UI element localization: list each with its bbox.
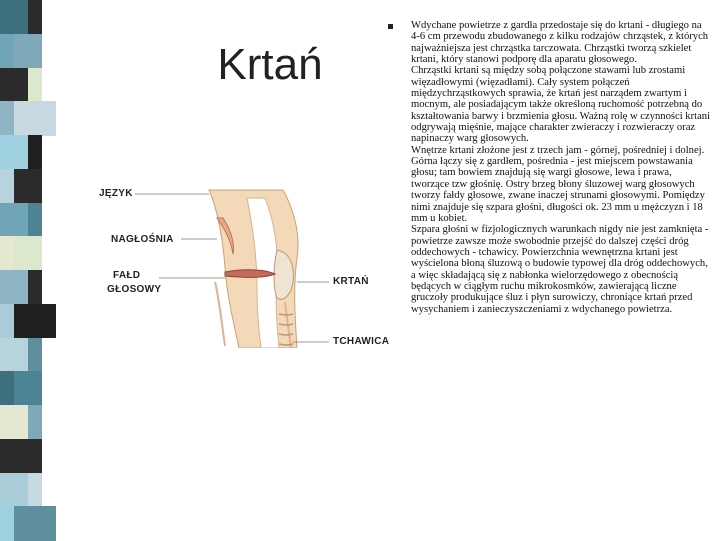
slide-title: Krtań [217,40,323,89]
stripe-block [0,439,14,473]
stripe-block [0,236,14,270]
stripe-block [28,473,42,507]
stripe-block [28,135,42,169]
stripe-block [0,169,14,203]
stripe-block [14,236,42,270]
stripe-block [0,68,28,102]
decorative-stripe [0,0,42,540]
label-larynx: KRTAŃ [333,276,369,287]
label-trachea: TCHAWICA [333,336,390,347]
stripe-block [14,439,42,473]
label-vocal-fold-2: GŁOSOWY [107,284,162,295]
stripe-block [28,270,42,304]
stripe-block [0,34,14,68]
larynx-drawing [97,178,393,348]
stripe-block [14,101,56,135]
stripe-block [0,506,14,540]
bullet-square-icon [388,24,393,29]
body-text [411,20,711,315]
stripe-block [28,0,42,34]
stripe-block [0,473,28,507]
stripe-block [28,203,42,237]
paragraph-4: Szpara głośni w fizjologicznych warunkach nigdy nie jest zamknięta - powietrze zawsze może swobodnie przejść do dalszej części dróg oddechowych - tchawicy. Powierzchnia wewnętrzna krtani jest wyścielona błoną śluzową o budowie typowej dla dróg oddechowych, a więc składającą się z nabłonka wielorzędowego z obecnością będących w ciągłym ruchu mikrokosmków, zawierającą liczne gruczoły produkujące śluz i płyn surowiczy, chroniące krtań przed wysychaniem i zanieczyszczeniami z wdychanego powietrza. [411,224,709,315]
stripe-block [28,405,42,439]
paragraph-1: Wdychane powietrze z gardła przedostaje się do krtani - długiego na 4-6 cm przewodu zbudowanego z kilku rodzajów chrząstek, z których najważniejsza jest chrząstka tarczowata. Chrząstki tworzą szkielet krtani, który stanowi podporę dla aparatu głosowego. [411,20,709,66]
paragraph-2: Chrząstki krtani są między sobą połączone stawami lub zrostami więzadłowymi (więzadłami). Cały system połączeń międzychrząstkowych sprawia, że krtań jest narządem zwartym i mocnym, ale posiadającym także określoną ruchomość potrzebną do kształtowania barwy i brzmienia głosu. Ważną rolę w czynności krtani odgrywają mięśnie, mające charakter zwieraczy i rozwieraczy oraz napinaczy warg głosowych. [411,65,711,145]
stripe-block [0,338,28,372]
stripe-block [28,68,42,102]
label-vocal-fold-1: FAŁD [113,270,141,281]
stripe-block [14,34,42,68]
label-tongue: JĘZYK [99,188,133,199]
stripe-block [0,371,14,405]
stripe-block [0,304,14,338]
stripe-block [0,135,28,169]
stripe-block [14,169,42,203]
larynx-illustration [97,178,393,348]
stripe-block [14,371,42,405]
stripe-block [28,338,42,372]
paragraph-3: Wnętrze krtani złożone jest z trzech jam - górnej, pośredniej i dolnej. Górna łączy się z gardłem, pośrednia - jest miejscem powstawania głosu; tam bowiem znajdują się wargi głosowe, lewa i prawa, tworzące tzw głośnię. Ostry brzeg błony śluzowej warg głosowych tworzy fałdy głosowe, zwane inaczej strunami głosowymi. Pomiędzy nimi znajduje się szpara głośni, długości ok. 23 mm u mężczyzn i 18 mm u kobiet. [411,144,705,224]
label-epiglottis: NAGŁOŚNIA [111,234,174,245]
stripe-block [0,101,14,135]
stripe-block [14,304,56,338]
stripe-block [0,270,28,304]
stripe-block [14,506,56,540]
